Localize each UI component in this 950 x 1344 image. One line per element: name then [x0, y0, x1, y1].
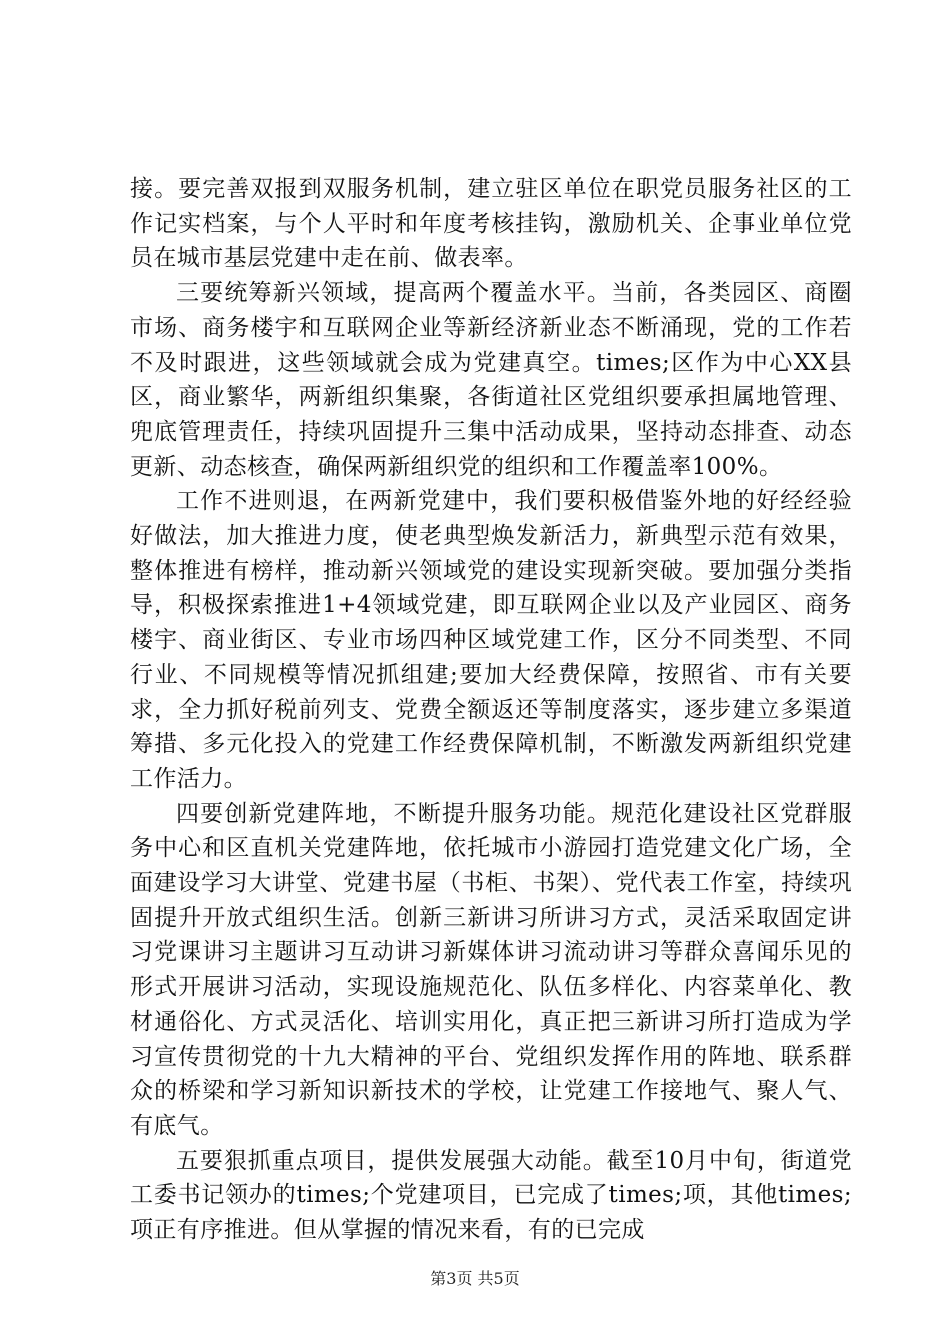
paragraph-4: 四要创新党建阵地，不断提升服务功能。规范化建设社区党群服务中心和区直机关党建阵地，依托城市小游园打造党建文化广场，全面建设学习大讲堂、党建书屋（书柜、书架）、党代表工作室，持续巩固提升开放式组织生活。创新三新讲习所讲习方式，灵活采取固定讲习党课讲习主题讲习互动讲习新媒体讲习流动讲习等群众喜闻乐见的形式开展讲习活动，实现设施规范化、队伍多样化、内容菜单化、教材通俗化、方式灵活化、培训实用化，真正把三新讲习所打造成为学习宣传贯彻党的十九大精神的平台、党组织发挥作用的阵地、联系群众的桥梁和学习新知识新技术的学校，让党建工作接地气、聚人气、有底气。	[130, 800, 852, 1139]
paragraph-2: 三要统筹新兴领域，提高两个覆盖水平。当前，各类园区、商圈市场、商务楼宇和互联网企业等新经济新业态不断涌现，党的工作若不及时跟进，这些领域就会成为党建真空。times;区作为中心XX县区，商业繁华，两新组织集聚，各街道社区党组织要承担属地管理、兜底管理责任，持续巩固提升三集中活动成果，坚持动态排查、动态更新、动态核查，确保两新组织党的组织和工作覆盖率100%。	[130, 280, 852, 480]
document-body	[130, 172, 852, 1248]
paragraph-5: 五要狠抓重点项目，提供发展强大动能。截至10月中旬，街道党工委书记领办的times;个党建项目，已完成了times;项，其他times;项正有序推进。但从掌握的情况来看，有的已完成	[130, 1147, 852, 1244]
paragraph-1: 接。要完善双报到双服务机制，建立驻区单位在职党员服务社区的工作记实档案，与个人平时和年度考核挂钩，激励机关、企事业单位党员在城市基层党建中走在前、做表率。	[130, 176, 852, 272]
page-number-footer: 第3页 共5页	[430, 1269, 520, 1288]
paragraph-3: 工作不进则退，在两新党建中，我们要积极借鉴外地的好经经验好做法，加大推进力度，使老典型焕发新活力，新典型示范有效果，整体推进有榜样，推动新兴领域党的建设实现新突破。要加强分类指导，积极探索推进1+4领域党建，即互联网企业以及产业园区、商务楼宇、商业街区、专业市场四种区域党建工作，区分不同类型、不同行业、不同规模等情况抓组建;要加大经费保障，按照省、市有关要求，全力抓好税前列支、党费全额返还等制度落实，逐步建立多渠道筹措、多元化投入的党建工作经费保障机制，不断激发两新组织党建工作活力。	[130, 488, 852, 792]
